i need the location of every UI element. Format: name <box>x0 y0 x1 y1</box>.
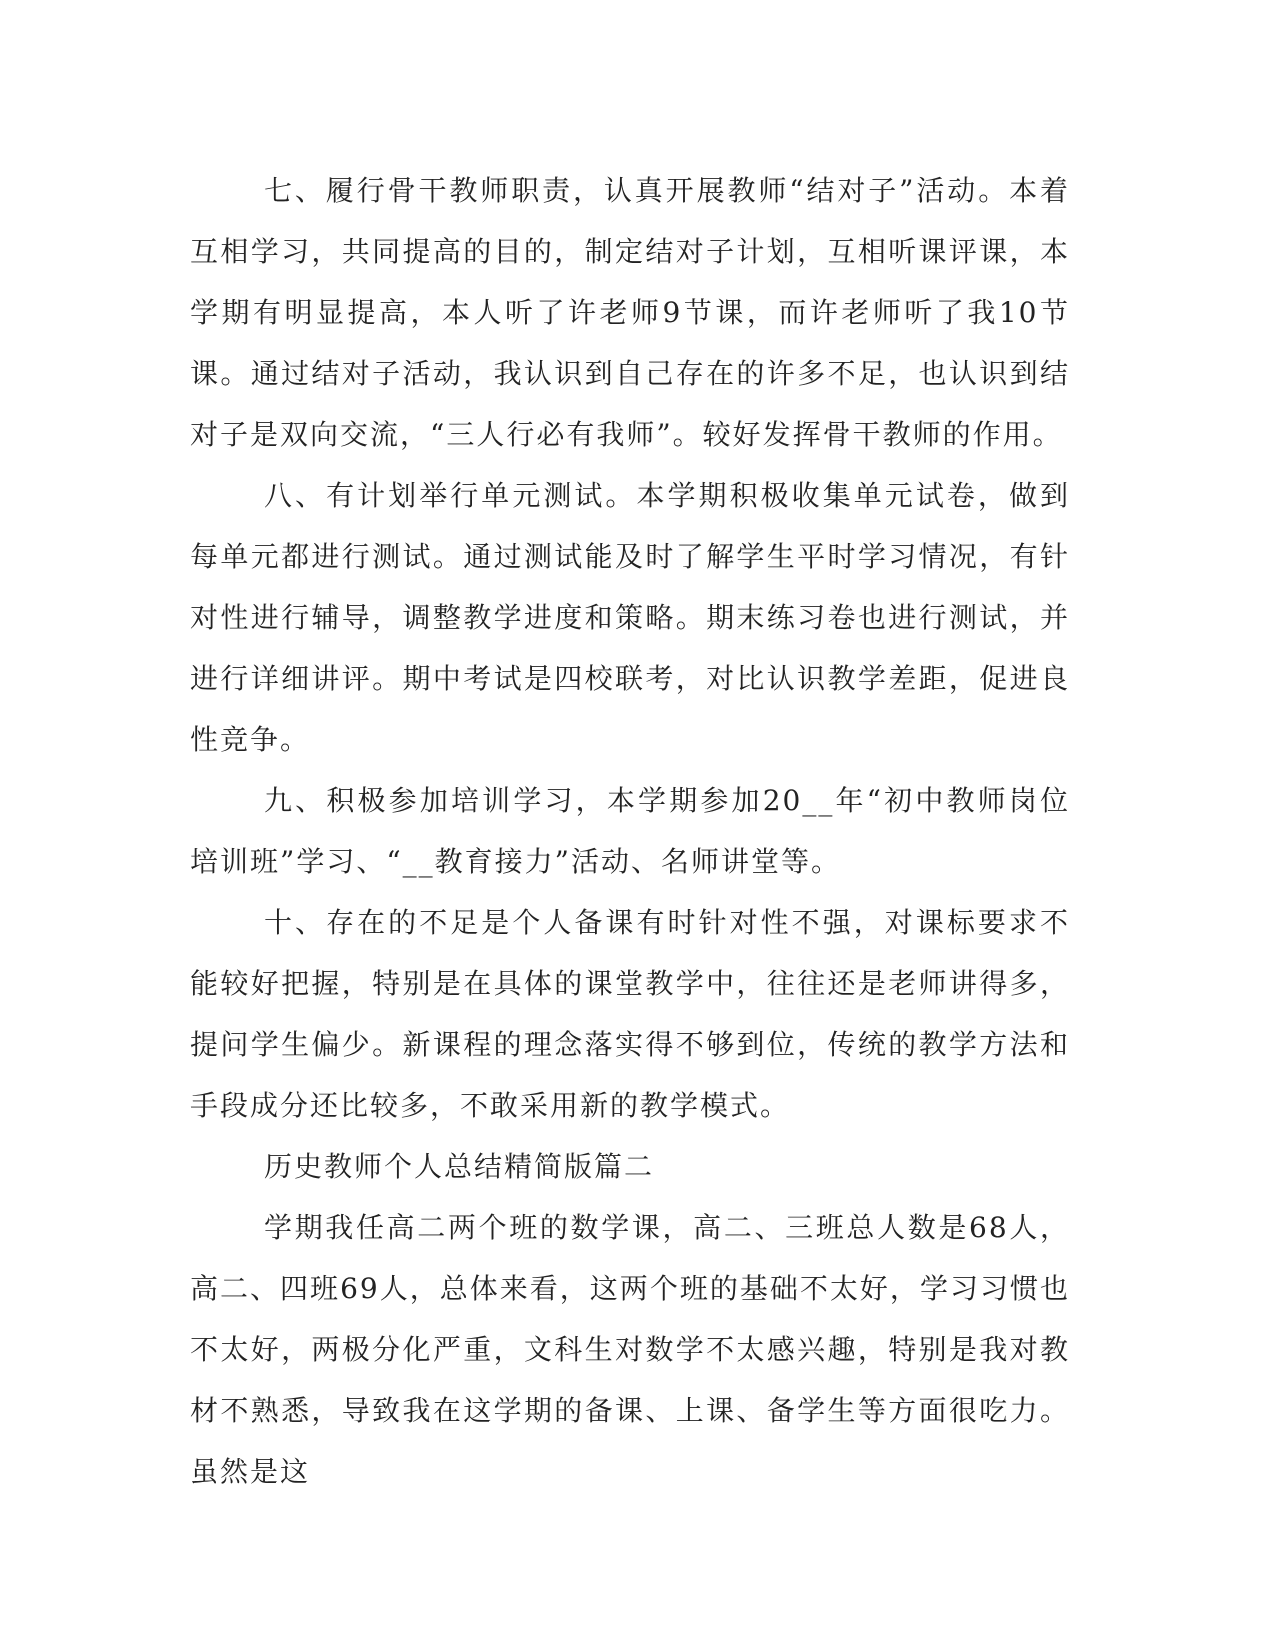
paragraph-eight: 八、有计划举行单元测试。本学期积极收集单元试卷，做到每单元都进行测试。通过测试能及时了解学生平时学习情况，有针对性进行辅导，调整教学进度和策略。期末练习卷也进行测试，并进行详细讲评。期中考试是四校联考，对比认识教学差距，促进良性竞争。 <box>190 479 1070 756</box>
paragraph-ten: 十、存在的不足是个人备课有时针对性不强，对课标要求不能较好把握，特别是在具体的课堂教学中，往往还是老师讲得多，提问学生偏少。新课程的理念落实得不够到位，传统的教学方法和手段成分还比较多，不敢采用新的教学模式。 <box>190 906 1070 1122</box>
section-heading: 历史教师个人总结精简版篇二 <box>264 1150 655 1183</box>
closing-paragraph: 学期我任高二两个班的数学课，高二、三班总人数是68人，高二、四班69人，总体来看，这两个班的基础不太好，学习习惯也不太好，两极分化严重，文科生对数学不太感兴趣，特别是我对教材不熟悉，导致我在这学期的备课、上课、备学生等方面很吃力。虽然是这 <box>190 1211 1070 1488</box>
paragraph-nine: 九、积极参加培训学习，本学期参加20__年“初中教师岗位培训班”学习、“__教育接力”活动、名师讲堂等。 <box>190 784 1070 878</box>
document-body <box>190 160 1070 1502</box>
paragraph-seven: 七、履行骨干教师职责，认真开展教师“结对子”活动。本着互相学习，共同提高的目的，制定结对子计划，互相听课评课，本学期有明显提高，本人听了许老师9节课，而许老师听了我10节课。通过结对子活动，我认识到自己存在的许多不足，也认识到结对子是双向交流，“三人行必有我师”。较好发挥骨干教师的作用。 <box>190 174 1070 451</box>
